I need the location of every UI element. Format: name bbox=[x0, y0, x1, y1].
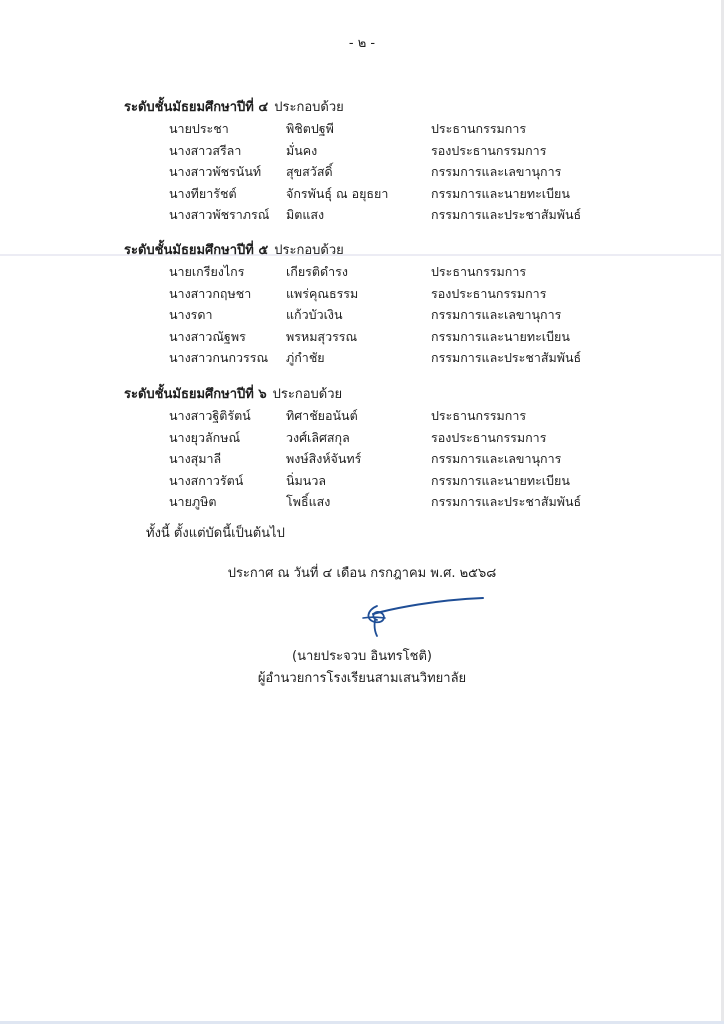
member-first-name: นางทียารัชต์ bbox=[169, 185, 237, 201]
member-row bbox=[124, 491, 684, 513]
member-row bbox=[124, 405, 684, 427]
member-last-name: โพธิ์แสง bbox=[286, 494, 331, 510]
member-role: กรรมการและประชาสัมพันธ์ bbox=[431, 207, 582, 223]
member-first-name: นายภูษิต bbox=[169, 494, 217, 510]
member-first-name: นางสาวฐิติรัตน์ bbox=[169, 408, 251, 423]
section-heading-title: ระดับชั้นมัธยมศึกษาปีที่ ๖ bbox=[124, 387, 267, 402]
director-signature bbox=[355, 590, 485, 638]
section-heading-suffix: ประกอบด้วย bbox=[272, 387, 343, 402]
committee-section-m6 bbox=[124, 385, 684, 513]
member-first-name: นางรดา bbox=[169, 307, 213, 323]
member-role: กรรมการและนายทะเบียน bbox=[431, 472, 570, 488]
member-first-name: นางสาวสรีลา bbox=[169, 142, 242, 158]
member-role: กรรมการและประชาสัมพันธ์ bbox=[431, 494, 582, 510]
member-role: ประธานกรรมการ bbox=[431, 121, 527, 136]
section-heading bbox=[124, 98, 684, 118]
member-first-name: นางสาวพัชรนันท์ bbox=[169, 164, 262, 180]
member-row bbox=[124, 304, 684, 326]
member-first-name: นางยุวลักษณ์ bbox=[169, 429, 241, 445]
member-last-name: พรหมสุวรรณ bbox=[286, 328, 358, 344]
member-last-name: ภู่กำชัย bbox=[286, 350, 325, 366]
member-role: รองประธานกรรมการ bbox=[431, 429, 547, 445]
member-last-name: สุขสวัสดิ์ bbox=[286, 164, 333, 180]
member-role: กรรมการและประชาสัมพันธ์ bbox=[431, 350, 582, 366]
member-row bbox=[124, 347, 684, 369]
member-row bbox=[124, 283, 684, 305]
member-last-name: นิ่มนวล bbox=[286, 472, 327, 488]
member-last-name: วงศ์เลิศสกุล bbox=[286, 429, 350, 445]
member-role: กรรมการและนายทะเบียน bbox=[431, 185, 570, 201]
member-role: ประธานกรรมการ bbox=[431, 408, 527, 423]
member-last-name: พิชิตปฐพี bbox=[286, 121, 334, 136]
member-last-name: มิตแสง bbox=[286, 207, 325, 223]
member-row bbox=[124, 427, 684, 449]
member-row bbox=[124, 183, 684, 205]
member-role: กรรมการและเลขานุการ bbox=[431, 164, 562, 180]
section-heading bbox=[124, 385, 684, 405]
member-last-name: มั่นคง bbox=[286, 142, 318, 158]
member-row bbox=[124, 204, 684, 226]
member-last-name: เกียรติดำรง bbox=[286, 264, 348, 279]
member-first-name: นางสาวกนกวรรณ bbox=[169, 350, 269, 366]
member-last-name: แพร่คุณธรรม bbox=[286, 285, 359, 301]
member-first-name: นางสกาวรัตน์ bbox=[169, 472, 244, 488]
member-first-name: นางสาวพัชราภรณ์ bbox=[169, 207, 270, 223]
section-heading-title: ระดับชั้นมัธยมศึกษาปีที่ ๕ bbox=[124, 243, 269, 258]
member-row bbox=[124, 326, 684, 348]
signer-title: ผู้อำนวยการโรงเรียนสามเสนวิทยาลัย bbox=[257, 671, 467, 686]
committee-section-m5 bbox=[124, 241, 684, 369]
signer-name: (นายประจวบ อินทรโชติ) bbox=[292, 649, 432, 664]
member-role: กรรมการและนายทะเบียน bbox=[431, 328, 570, 344]
section-heading-suffix: ประกอบด้วย bbox=[274, 243, 344, 258]
member-last-name: พงษ์สิงห์จันทร์ bbox=[286, 451, 362, 467]
committee-section-m4 bbox=[124, 98, 684, 226]
member-row bbox=[124, 161, 684, 183]
member-row bbox=[124, 448, 684, 470]
page-number: - ๒ - bbox=[348, 36, 376, 51]
member-role: รองประธานกรรมการ bbox=[431, 142, 547, 158]
member-first-name: นางสาวณัฐพร bbox=[169, 328, 246, 344]
announcement-date: ประกาศ ณ วันที่ ๔ เดือน กรกฎาคม พ.ศ. ๒๕๖๘ bbox=[227, 566, 497, 581]
member-row bbox=[124, 118, 684, 140]
member-role: ประธานกรรมการ bbox=[431, 264, 527, 279]
section-heading bbox=[124, 241, 684, 261]
member-row bbox=[124, 470, 684, 492]
section-heading-suffix: ประกอบด้วย bbox=[274, 100, 344, 115]
closing-statement: ทั้งนี้ ตั้งแต่บัดนี้เป็นต้นไป bbox=[146, 526, 285, 541]
member-first-name: นายประชา bbox=[169, 121, 229, 136]
member-row bbox=[124, 261, 684, 283]
member-role: กรรมการและเลขานุการ bbox=[431, 451, 562, 467]
member-first-name: นางสาวกฤษชา bbox=[169, 285, 252, 301]
member-first-name: นายเกรียงไกร bbox=[169, 264, 245, 279]
member-first-name: นางสุมาลี bbox=[169, 451, 222, 467]
member-role: รองประธานกรรมการ bbox=[431, 285, 547, 301]
section-heading-title: ระดับชั้นมัธยมศึกษาปีที่ ๔ bbox=[124, 100, 269, 115]
member-role: กรรมการและเลขานุการ bbox=[431, 307, 562, 323]
member-row bbox=[124, 140, 684, 162]
member-last-name: แก้วบัวเงิน bbox=[286, 307, 343, 323]
member-last-name: จักรพันธุ์ ณ อยุธยา bbox=[286, 185, 389, 201]
member-last-name: ทิศาชัยอนันต์ bbox=[286, 408, 358, 423]
